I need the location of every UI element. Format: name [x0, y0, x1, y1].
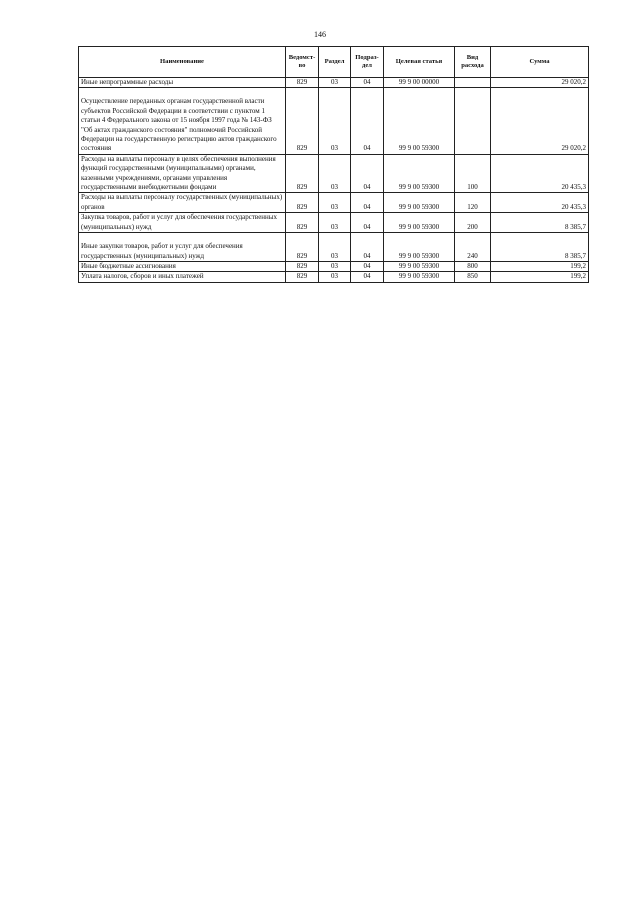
- row-kind: [455, 88, 491, 154]
- row-section: 03: [319, 272, 351, 282]
- page-number: 146: [314, 30, 326, 39]
- header-target: Целевая статья: [384, 47, 455, 78]
- header-dept: Ведомст-во: [286, 47, 319, 78]
- table-header: [79, 47, 589, 78]
- row-kind: 240: [455, 233, 491, 262]
- row-dept: 829: [286, 154, 319, 193]
- row-target: 99 9 00 00000: [384, 78, 455, 88]
- header-kind: Вид расхода: [455, 47, 491, 78]
- row-target: 99 9 00 59300: [384, 261, 455, 271]
- row-name-cell: [79, 88, 286, 154]
- header-subsection: Подраз-дел: [351, 47, 384, 78]
- table-row: [79, 233, 589, 262]
- row-kind: 800: [455, 261, 491, 271]
- row-subsection: 04: [351, 193, 384, 213]
- row-kind: 120: [455, 193, 491, 213]
- row-sum: 29 020,2: [491, 78, 589, 88]
- row-name: Иные закупки товаров, работ и услуг для обеспечения государственных (муниципальных) нужд: [81, 242, 243, 260]
- row-section: 03: [319, 78, 351, 88]
- row-subsection: 04: [351, 78, 384, 88]
- row-target: 99 9 00 59300: [384, 88, 455, 154]
- row-kind: 100: [455, 154, 491, 193]
- row-target: 99 9 00 59300: [384, 193, 455, 213]
- row-subsection: 04: [351, 88, 384, 154]
- row-section: 03: [319, 193, 351, 213]
- row-sum: 8 385,7: [491, 213, 589, 233]
- row-kind: [455, 78, 491, 88]
- row-name: Закупка товаров, работ и услуг для обеспечения государственных (муниципальных) нужд: [79, 213, 286, 233]
- row-section: 03: [319, 154, 351, 193]
- row-section: 03: [319, 88, 351, 154]
- row-dept: 829: [286, 272, 319, 282]
- table-row: [79, 272, 589, 282]
- row-kind: 200: [455, 213, 491, 233]
- row-target: 99 9 00 59300: [384, 154, 455, 193]
- row-dept: 829: [286, 193, 319, 213]
- table-row: [79, 88, 589, 154]
- row-name-cell: [79, 233, 286, 262]
- table-row: [79, 78, 589, 88]
- row-section: 03: [319, 213, 351, 233]
- row-name: Иные бюджетные ассигнования: [79, 261, 286, 271]
- row-subsection: 04: [351, 233, 384, 262]
- row-name: Расходы на выплаты персоналу государственных (муниципальных) органов: [79, 193, 286, 213]
- row-subsection: 04: [351, 154, 384, 193]
- row-subsection: 04: [351, 272, 384, 282]
- row-dept: 829: [286, 213, 319, 233]
- row-name: Уплата налогов, сборов и иных платежей: [79, 272, 286, 282]
- row-sum: 8 385,7: [491, 233, 589, 262]
- table-row: [79, 261, 589, 271]
- row-section: 03: [319, 261, 351, 271]
- row-dept: 829: [286, 78, 319, 88]
- row-sum: 20 435,3: [491, 193, 589, 213]
- row-dept: 829: [286, 261, 319, 271]
- row-subsection: 04: [351, 213, 384, 233]
- budget-table: [78, 46, 589, 283]
- header-name: Наименование: [79, 47, 286, 78]
- table-row: [79, 213, 589, 233]
- row-target: 99 9 00 59300: [384, 233, 455, 262]
- row-name: Иные непрограммные расходы: [79, 78, 286, 88]
- row-sum: 29 020,2: [491, 88, 589, 154]
- header-section: Раздел: [319, 47, 351, 78]
- row-name: Расходы на выплаты персоналу в целях обеспечения выполнения функций государственными (муниципальными) органами, казенными учреждениями, органами управления государственными внебюджетными фондами: [79, 154, 286, 193]
- row-kind: 850: [455, 272, 491, 282]
- row-sum: 199,2: [491, 261, 589, 271]
- row-sum: 20 435,3: [491, 154, 589, 193]
- header-sum: Сумма: [491, 47, 589, 78]
- table-row: [79, 193, 589, 213]
- row-section: 03: [319, 233, 351, 262]
- row-target: 99 9 00 59300: [384, 272, 455, 282]
- row-dept: 829: [286, 88, 319, 154]
- row-sum: 199,2: [491, 272, 589, 282]
- table-row: [79, 154, 589, 193]
- row-target: 99 9 00 59300: [384, 213, 455, 233]
- row-dept: 829: [286, 233, 319, 262]
- row-name: Осуществление переданных органам государственной власти субъектов Российской Федерации в соответствии с пунктом 1 статьи 4 Федерального закона от 15 ноября 1997 года № 143-ФЗ "Об актах гражданского состояния" полномочий Российской Федерации на государственную регистрацию актов гражданского состояния: [81, 97, 277, 153]
- row-subsection: 04: [351, 261, 384, 271]
